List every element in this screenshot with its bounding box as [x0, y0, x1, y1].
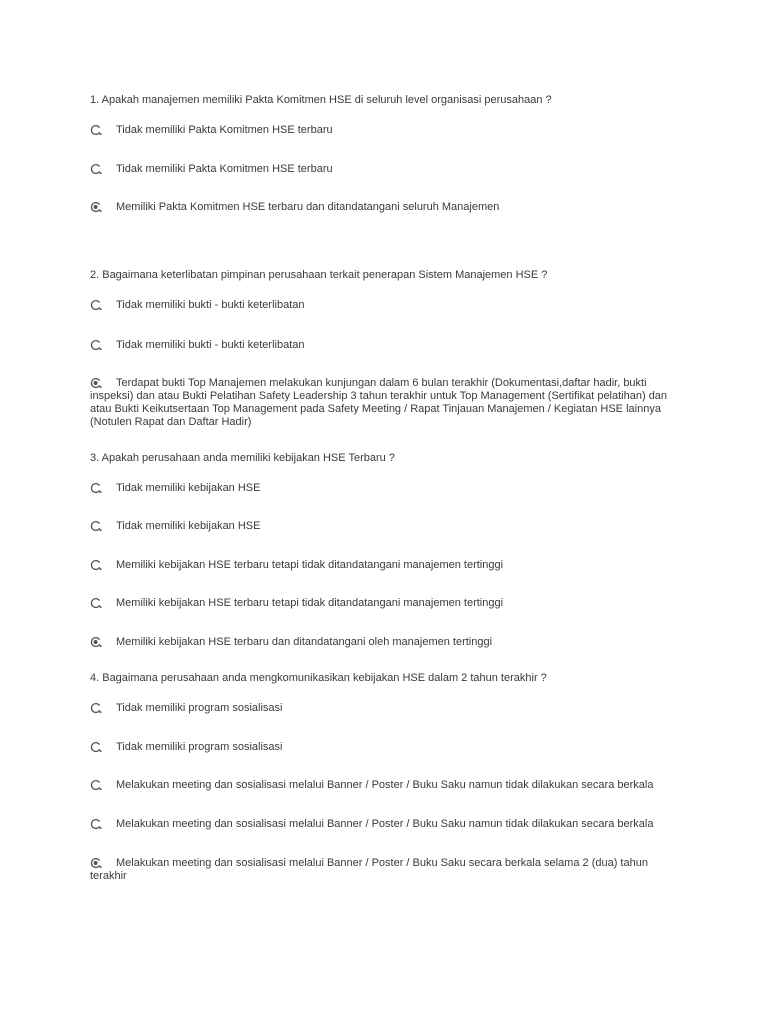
option-label: Memiliki kebijakan HSE terbaru tetapi tidak ditandatangani manajemen tertinggi	[116, 559, 504, 571]
option-label: Tidak memiliki program sosialisasi	[116, 702, 283, 714]
radio-unselected-icon[interactable]	[90, 299, 102, 311]
question-2-option-2[interactable]	[90, 339, 670, 352]
option-label: Tidak memiliki bukti - bukti keterlibatan	[116, 299, 305, 311]
question-2-text: 2. Bagaimana keterlibatan pimpinan perusahaan terkait penerapan Sistem Manajemen HSE ?	[90, 269, 548, 281]
option-label: Tidak memiliki Pakta Komitmen HSE terbaru	[116, 163, 333, 175]
question-4-option-5[interactable]	[90, 857, 670, 883]
option-label: Tidak memiliki program sosialisasi	[116, 741, 283, 753]
question-4-option-1[interactable]	[90, 702, 670, 715]
question-2-option-3[interactable]	[90, 377, 670, 429]
question-3-option-1[interactable]	[90, 482, 670, 495]
radio-selected-icon[interactable]	[90, 636, 102, 648]
radio-unselected-icon[interactable]	[90, 779, 102, 791]
radio-unselected-icon[interactable]	[90, 520, 102, 532]
option-label: Memiliki Pakta Komitmen HSE terbaru dan ditandatangani seluruh Manajemen	[116, 201, 500, 213]
option-label: Tidak memiliki kebijakan HSE	[116, 482, 261, 494]
radio-unselected-icon[interactable]	[90, 597, 102, 609]
option-label: Tidak memiliki bukti - bukti keterlibatan	[116, 339, 305, 351]
question-4-option-4[interactable]	[90, 818, 670, 831]
option-label: Melakukan meeting dan sosialisasi melalui Banner / Poster / Buku Saku secara berkala selama 2 (dua) tahun terakhir	[90, 857, 648, 882]
option-label: Tidak memiliki kebijakan HSE	[116, 520, 261, 532]
radio-unselected-icon[interactable]	[90, 482, 102, 494]
option-label: Memiliki kebijakan HSE terbaru tetapi tidak ditandatangani manajemen tertinggi	[116, 597, 504, 609]
question-3-text: 3. Apakah perusahaan anda memiliki kebijakan HSE Terbaru ?	[90, 452, 395, 464]
question-1-option-1[interactable]	[90, 124, 670, 137]
radio-selected-icon[interactable]	[90, 857, 102, 869]
radio-selected-icon[interactable]	[90, 377, 102, 389]
radio-unselected-icon[interactable]	[90, 818, 102, 830]
radio-unselected-icon[interactable]	[90, 124, 102, 136]
question-2-option-1[interactable]	[90, 299, 670, 312]
radio-unselected-icon[interactable]	[90, 741, 102, 753]
radio-unselected-icon[interactable]	[90, 163, 102, 175]
option-label: Tidak memiliki Pakta Komitmen HSE terbaru	[116, 124, 333, 136]
question-3-option-4[interactable]	[90, 597, 670, 610]
question-3-option-2[interactable]	[90, 520, 670, 533]
question-1-option-2[interactable]	[90, 163, 670, 176]
radio-selected-icon[interactable]	[90, 201, 102, 213]
radio-unselected-icon[interactable]	[90, 702, 102, 714]
option-label: Melakukan meeting dan sosialisasi melalui Banner / Poster / Buku Saku namun tidak dilakukan secara berkala	[116, 779, 654, 791]
question-4-text: 4. Bagaimana perusahaan anda mengkomunikasikan kebijakan HSE dalam 2 tahun terakhir ?	[90, 672, 547, 684]
question-1-text: 1. Apakah manajemen memiliki Pakta Komitmen HSE di seluruh level organisasi perusahaan ?	[90, 94, 552, 106]
option-label: Memiliki kebijakan HSE terbaru dan ditandatangani oleh manajemen tertinggi	[116, 636, 493, 648]
option-label: Terdapat bukti Top Manajemen melakukan kunjungan dalam 6 bulan terakhir (Dokumentasi,daftar hadir, bukti inspeksi) dan atau Bukti Pelatihan Safety Leadership 3 tahun terakhir untuk Top Management (Sertifikat pelatihan) dan atau Bukti Keikutsertaan Top Management pada Safety Meeting / Rapat Tinjauan Manajemen / Kegiatan HSE lainnya (Notulen Rapat dan Daftar Hadir)	[90, 377, 668, 428]
question-3-option-3[interactable]	[90, 559, 670, 572]
question-4-option-3[interactable]	[90, 779, 670, 792]
option-label: Melakukan meeting dan sosialisasi melalui Banner / Poster / Buku Saku namun tidak dilakukan secara berkala	[116, 818, 654, 830]
radio-unselected-icon[interactable]	[90, 559, 102, 571]
question-4-option-2[interactable]	[90, 741, 670, 754]
radio-unselected-icon[interactable]	[90, 339, 102, 351]
question-3-option-5[interactable]	[90, 636, 670, 649]
question-1-option-3[interactable]	[90, 201, 670, 214]
